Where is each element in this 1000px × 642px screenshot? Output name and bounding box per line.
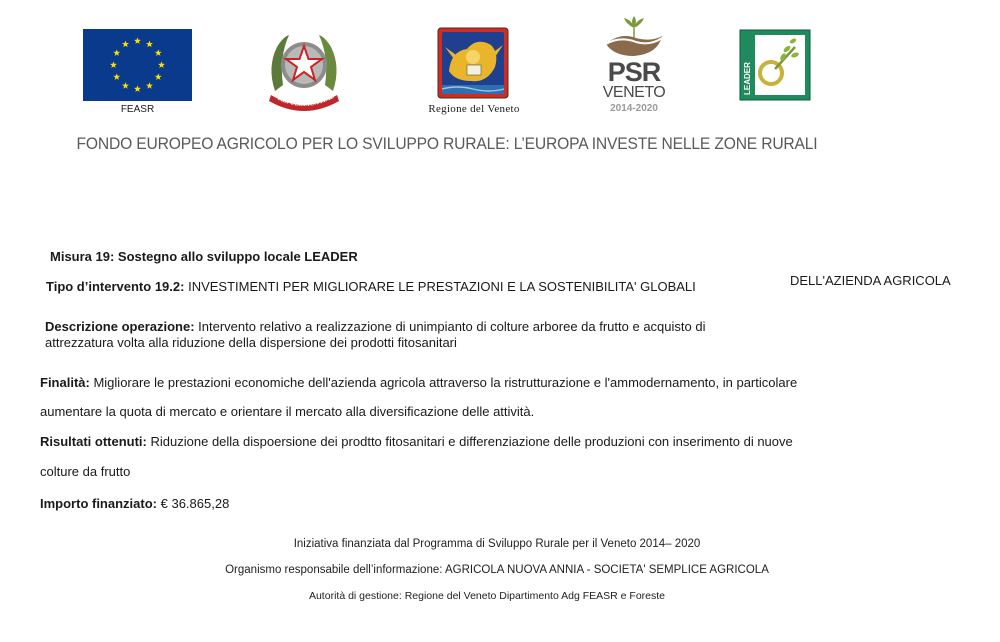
psr-subtitle: VENETO: [602, 84, 666, 101]
finalita-line1: [40, 375, 797, 391]
eu-star-icon: [110, 61, 117, 68]
descrizione-line1: [45, 319, 705, 335]
fund-title: FONDO EUROPEO AGRICOLO PER LO SVILUPPO RURALE: L’EUROPA INVESTE NELLE ZONE RURALI: [76, 134, 818, 153]
eu-star-icon: [134, 37, 141, 44]
eu-stars-icon: [83, 29, 192, 101]
descrizione-label: Descrizione operazione:: [45, 319, 195, 334]
psr-veneto-logo: [602, 14, 666, 60]
finalita-text1: Migliorare le prestazioni economiche dell'azienda agricola attraverso la ristrutturazione e l'ammodernamento, in particolare: [93, 375, 798, 390]
eu-star-icon: [155, 49, 162, 56]
eu-star-icon: [155, 73, 162, 80]
risultati-line1: [40, 434, 793, 450]
tipo-value: INVESTIMENTI PER MIGLIORARE LE PRESTAZIONI E LA SOSTENIBILITA' GLOBALI: [188, 279, 696, 294]
leader-text: LEADER: [743, 62, 752, 95]
regione-veneto-logo: [437, 27, 509, 99]
risultati-label: Risultati ottenuti:: [40, 434, 147, 449]
descrizione-text1: Intervento relativo a realizzazione di unimpianto di colture arboree da frutto e acquisto di: [198, 319, 706, 334]
risultati-text1: Riduzione della dispoersione dei prodtto fitosanitari e differenziazione delle produzioni con inserimento di nuove: [150, 434, 793, 449]
eu-star-icon: [146, 82, 153, 89]
footer-autorita: Autorità di gestione: Regione del Veneto Dipartimento Adg FEASR e Foreste: [308, 590, 666, 602]
eu-star-icon: [134, 85, 141, 92]
descrizione-line2: attrezzatura volta alla riduzione della dispersione dei prodotti fitosanitari: [45, 335, 457, 350]
finalita-label: Finalità:: [40, 375, 90, 390]
footer-organismo: Organismo responsabile dell’informazione: AGRICOLA NUOVA ANNIA - SOCIETA' SEMPLICE AGRICOLA: [225, 564, 769, 576]
importo: [40, 496, 229, 512]
finalita-line2: aumentare la quota di mercato e orientare il mercato alla diversificazione delle attività.: [40, 404, 535, 419]
italian-republic-emblem-logo: [263, 27, 345, 113]
misura-heading: Misura 19: Sostegno allo sviluppo locale LEADER: [50, 249, 358, 264]
eu-flag-logo: [83, 29, 192, 101]
footer-programma: Iniziativa finanziata dal Programma di Sviluppo Rurale per il Veneto 2014– 2020: [293, 538, 701, 550]
psr-years: 2014-2020: [610, 103, 658, 114]
eu-star-icon: [122, 41, 129, 48]
eu-star-icon: [158, 61, 165, 68]
tipo-value-continuation: DELL'AZIENDA AGRICOLA: [790, 273, 951, 288]
eu-star-icon: [122, 82, 129, 89]
eu-star-icon: [146, 41, 153, 48]
emblem-ribbon-text: REPUBBLICA ITAL: [276, 92, 336, 109]
veneto-caption: Regione del Veneto: [428, 103, 520, 115]
psr-title: PSR: [607, 57, 661, 87]
risultati-line2: colture da frutto: [40, 464, 131, 479]
eu-star-icon: [113, 73, 120, 80]
tipo-label: Tipo d’intervento 19.2:: [46, 279, 185, 294]
eu-caption: FEASR: [120, 104, 155, 115]
importo-value: € 36.865,28: [160, 496, 230, 511]
tipo-intervento: [46, 279, 696, 295]
leader-logo: [739, 29, 811, 101]
eu-star-icon: [113, 49, 120, 56]
importo-label: Importo finanziato:: [40, 496, 157, 511]
